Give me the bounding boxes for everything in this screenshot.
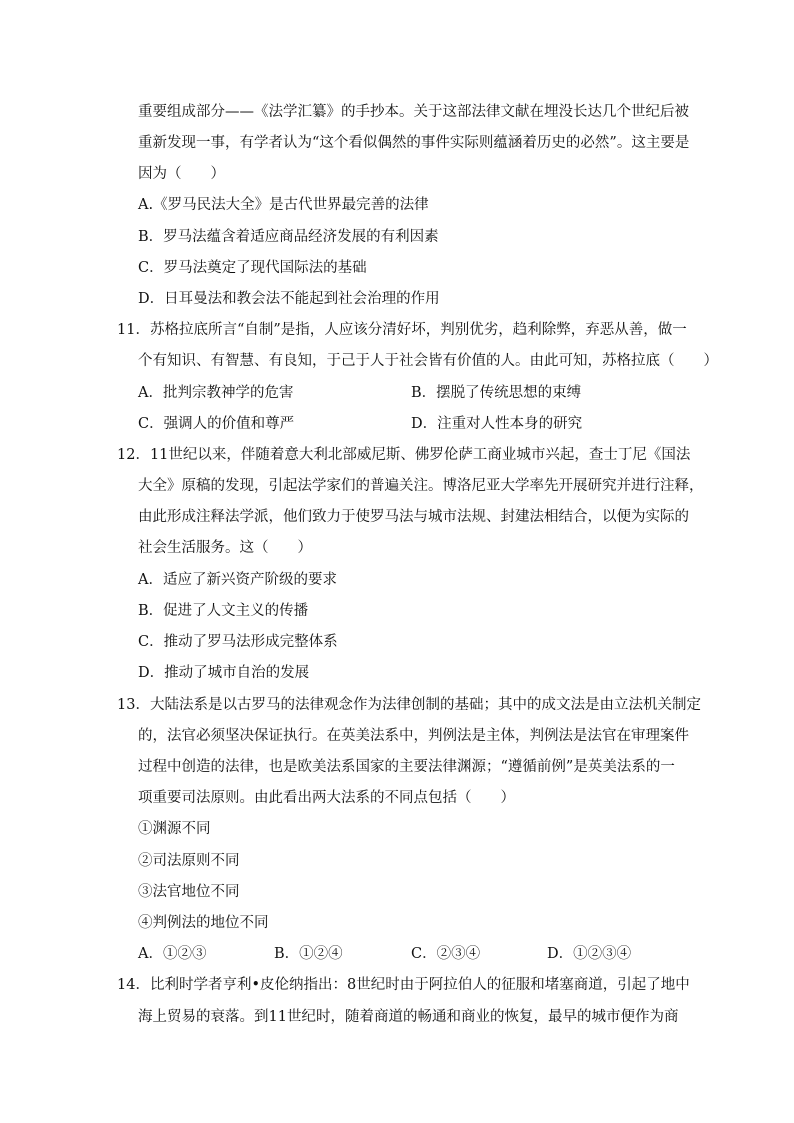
- q13-item-2: ②司法原则不同: [138, 853, 240, 869]
- q10-option-a[interactable]: A.《罗马民法大全》是古代世界最完善的法律: [138, 197, 429, 213]
- q10-option-d[interactable]: D．日耳曼法和教会法不能起到社会治理的作用: [138, 291, 440, 307]
- q13-item-3: ③法官地位不同: [138, 884, 240, 900]
- q11-option-d[interactable]: D．注重对人性本身的研究: [411, 416, 583, 432]
- q13-text-line-3: 过程中创造的法律，也是欧美法系国家的主要法律渊源；“遵循前例”是英美法系的一: [138, 759, 675, 775]
- q13-text-line-2: 的，法官必须坚决保证执行。在英美法系中，判例法是主体，判例法是法官在审理案件: [138, 728, 689, 744]
- q11-text-line-2: 个有知识、有智慧、有良知，于己于人于社会皆有价值的人。由此可知，苏格拉底（ ）: [138, 353, 718, 369]
- q11-option-a[interactable]: A．批判宗教神学的危害: [138, 385, 294, 401]
- q12-option-b[interactable]: B．促进了人文主义的传播: [138, 603, 309, 619]
- q12-text-line-4: 社会生活服务。这（ ）: [138, 540, 312, 556]
- q14-text-line-2: 海上贸易的衰落。到11世纪时，随着商道的畅通和商业的恢复，最早的城市便作为商: [138, 1009, 679, 1025]
- q13-option-c[interactable]: C．②③④: [411, 946, 481, 962]
- q13-option-b[interactable]: B．①②④: [274, 946, 343, 962]
- q12-text-line-2: 大全》原稿的发现，引起法学家们的普遍关注。博洛尼亚大学率先开展研究并进行注释，: [138, 478, 704, 494]
- q12-option-c[interactable]: C．推动了罗马法形成完整体系: [138, 634, 338, 650]
- q14-text-line-1: 14．比利时学者亨利•皮伦纳指出：8世纪时由于阿拉伯人的征服和堵塞商道，引起了地中: [117, 977, 690, 993]
- q12-text-line-3: 由此形成注释法学派，他们致力于使罗马法与城市法规、封建法相结合，以便为实际的: [138, 509, 689, 525]
- q10-option-b[interactable]: B．罗马法蕴含着适应商品经济发展的有利因素: [138, 229, 439, 245]
- q11-text-line-1: 11．苏格拉底所言“自制”是指，人应该分清好坏，判别优劣，趋利除弊，弃恶从善，做一: [117, 322, 687, 338]
- q13-option-d[interactable]: D．①②③④: [547, 946, 632, 962]
- q13-text-line-4: 项重要司法原则。由此看出两大法系的不同点包括（ ）: [138, 790, 515, 806]
- q11-option-c[interactable]: C．强调人的价值和尊严: [138, 416, 295, 432]
- q13-option-a[interactable]: A．①②③: [138, 946, 207, 962]
- q12-text-line-1: 12．11世纪以来，伴随着意大利北部威尼斯、佛罗伦萨工商业城市兴起，查士丁尼《国法: [117, 447, 691, 463]
- q12-option-d[interactable]: D．推动了城市自治的发展: [138, 665, 310, 681]
- q13-text-line-1: 13．大陆法系是以古罗马的法律观念作为法律创制的基础；其中的成文法是由立法机关制定: [117, 697, 701, 713]
- q11-option-b[interactable]: B．摆脱了传统思想的束缚: [411, 385, 582, 401]
- q13-item-4: ④判例法的地位不同: [138, 915, 269, 931]
- q10-text-line-1: 重要组成部分——《法学汇纂》的手抄本。关于这部法律文献在埋没长达几个世纪后被: [138, 104, 689, 120]
- q12-option-a[interactable]: A．适应了新兴资产阶级的要求: [138, 572, 337, 588]
- q10-text-line-3: 因为（ ）: [138, 166, 225, 182]
- q10-text-line-2: 重新发现一事，有学者认为“这个看似偶然的事件实际则蕴涵着历史的必然”。这主要是: [138, 135, 690, 151]
- q10-option-c[interactable]: C．罗马法奠定了现代国际法的基础: [138, 260, 367, 276]
- q13-item-1: ①渊源不同: [138, 821, 211, 837]
